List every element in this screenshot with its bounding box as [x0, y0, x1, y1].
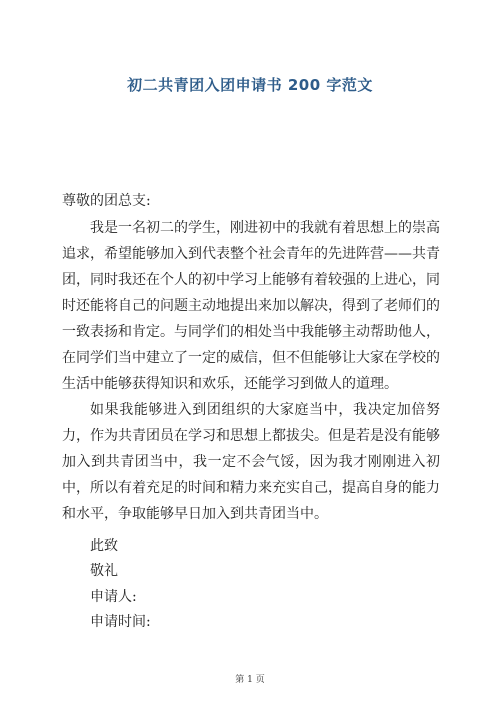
paragraph-1: 我是一名初二的学生，刚进初中的我就有着思想上的崇高追求，希望能够加入到代表整个社会青年的先进阵营——共青团，同时我还在个人的初中学习上能够有着较强的上进心，同时还能将自己的问题主动地提出来加以解决，得到了老师们的一致表扬和肯定。与同学们的相处当中我能够主动帮助他人，在同学们当中建立了一定的威信，但不但能够让大家在学校的生活中能够获得知识和欢乐，还能学习到做人的道理。 — [62, 220, 440, 392]
salutation: 尊敬的团总支: — [62, 193, 151, 209]
closing-line-1: 此致 — [90, 538, 118, 554]
applicant-label: 申请人: — [90, 589, 137, 605]
letter-body — [62, 215, 440, 527]
application-date-label: 申请时间: — [90, 614, 151, 630]
page-number: 第 1 页 — [235, 675, 265, 685]
paragraph-2: 如果我能够进入到团组织的大家庭当中，我决定加倍努力，作为共青团员在学习和思想上都拔尖。但是若是没有能够加入到共青团当中，我一定不会气馁，因为我才刚刚进入初中，所以有着充足的时间和精力来充实自己，提高自身的能力和水平，争取能够早日加入到共青团当中。 — [62, 402, 440, 522]
closing-line-2: 敬礼 — [90, 563, 118, 579]
document-title: 初二共青团入团申请书 200 字范文 — [127, 76, 373, 94]
